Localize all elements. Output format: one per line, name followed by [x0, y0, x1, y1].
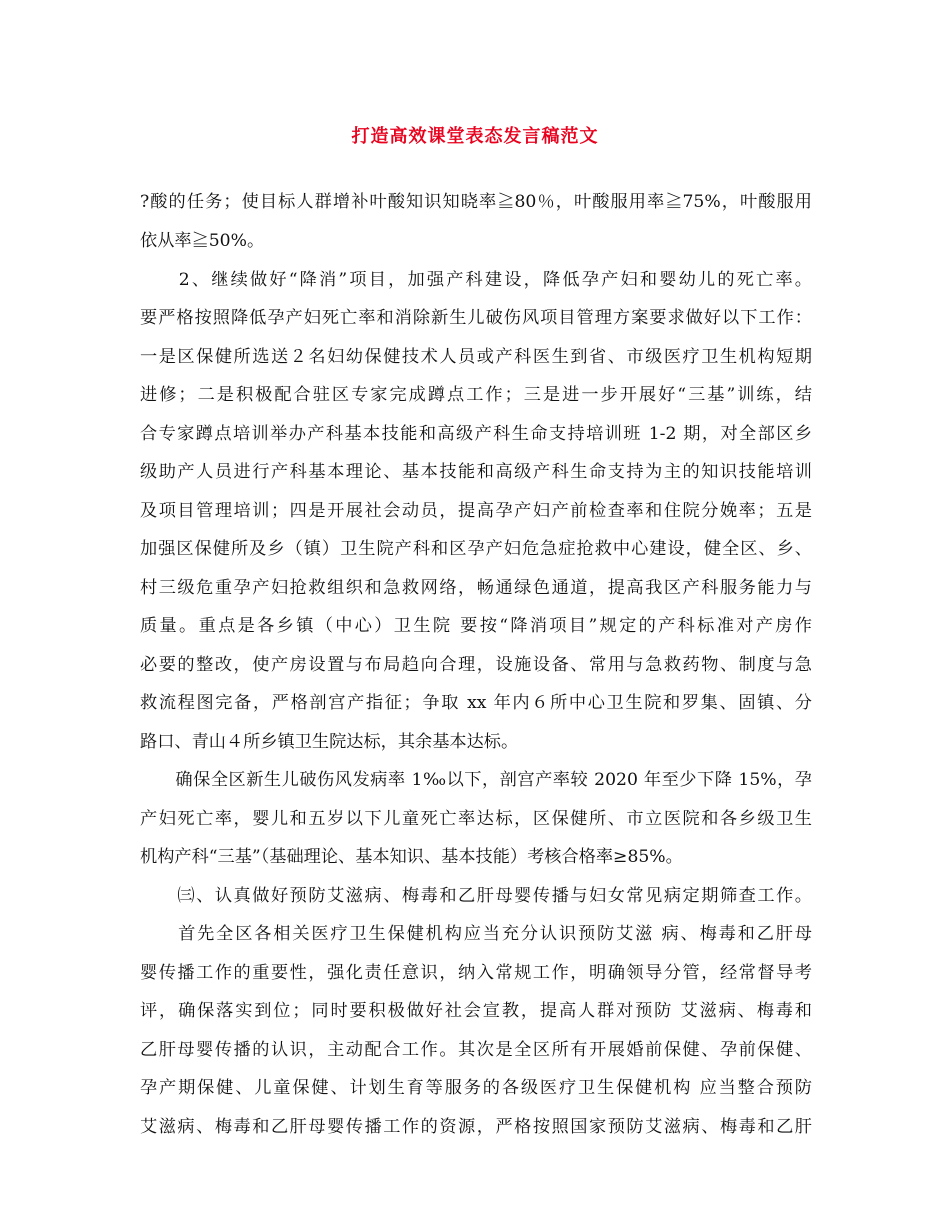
body-line: 加强区保健所及乡（镇）卫生院产科和区孕产妇危急症抢救中心建设，健全区、乡、 — [140, 539, 812, 559]
body-line: 首先全区各相关医疗卫生保健机构应当充分认识预防艾滋 病、梅毒和乙肝母 — [140, 924, 812, 944]
body-line: 质量。重点是各乡镇（中心）卫生院 要按“降消项目”规定的产科标准对产房作 — [140, 616, 812, 636]
body-line: 进修；二是积极配合驻区专家完成蹲点工作；三是进一步开展好“三基”训练，结 — [140, 385, 812, 405]
body-line: 要严格按照降低孕产妇死亡率和消除新生儿破伤风项目管理方案要求做好以下工作： — [140, 308, 812, 328]
body-line: 乙肝母婴传播的认识，主动配合工作。其次是全区所有开展婚前保健、孕前保健、 — [140, 1040, 812, 1060]
body-line: 一是区保健所选送２名妇幼保健技术人员或产科医生到省、市级医疗卫生机构短期 — [140, 347, 812, 367]
body-line: 2、继续做好“降消”项目，加强产科建设，降低孕产妇和婴幼儿的死亡率。 — [140, 270, 812, 290]
body-line: 依从率≧50%。 — [140, 231, 265, 251]
body-line: 艾滋病、梅毒和乙肝母婴传播工作的资源，严格按照国家预防艾滋病、梅毒和乙肝 — [140, 1117, 812, 1137]
body-line: 婴传播工作的重要性，强化责任意识，纳入常规工作，明确领导分管，经常督导考 — [140, 963, 812, 983]
body-line: 救流程图完备，严格剖宫产指征；争取 xx 年内６所中心卫生院和罗集、固镇、分 — [140, 693, 812, 713]
page-title: 打造高效课堂表态发言稿范文 — [351, 126, 599, 147]
body-line: ?酸的任务；使目标人群增补叶酸知识知晓率≧80％，叶酸服用率≧75%，叶酸服用 — [140, 192, 812, 212]
body-line: 机构产科“三基”（基础理论、基本知识、基本技能）考核合格率≥85%。 — [140, 847, 683, 867]
body-line: 必要的整改，使产房设置与布局趋向合理，设施设备、常用与急救药物、制度与急 — [140, 655, 812, 675]
body-line: 合专家蹲点培训举办产科基本技能和高级产科生命支持培训班 1-2 期，对全部区乡 — [140, 424, 812, 444]
body-line: ㈢、认真做好预防艾滋病、梅毒和乙肝母婴传播与妇女常见病定期筛查工作。 — [140, 886, 812, 906]
body-line: 确保全区新生儿破伤风发病率 1‰以下，剖宫产率较 2020 年至少下降 15%，孕 — [140, 770, 812, 790]
body-line: 村三级危重孕产妇抢救组织和急救网络，畅通绿色通道，提高我区产科服务能力与 — [140, 578, 812, 598]
body-line: 产妇死亡率，婴儿和五岁以下儿童死亡率达标，区保健所、市立医院和各乡级卫生 — [140, 809, 812, 829]
body-line: 孕产期保健、儿童保健、计划生育等服务的各级医疗卫生保健机构 应当整合预防 — [140, 1078, 812, 1098]
body-line: 及项目管理培训；四是开展社会动员，提高孕产妇产前检查率和住院分娩率；五是 — [140, 501, 812, 521]
body-line: 路口、青山４所乡镇卫生院达标，其余基本达标。 — [140, 732, 519, 752]
body-line: 评，确保落实到位；同时要积极做好社会宣教，提高人群对预防 艾滋病、梅毒和 — [140, 1001, 812, 1021]
body-line: 级助产人员进行产科基本理论、基本技能和高级产科生命支持为主的知识技能培训 — [140, 462, 812, 482]
